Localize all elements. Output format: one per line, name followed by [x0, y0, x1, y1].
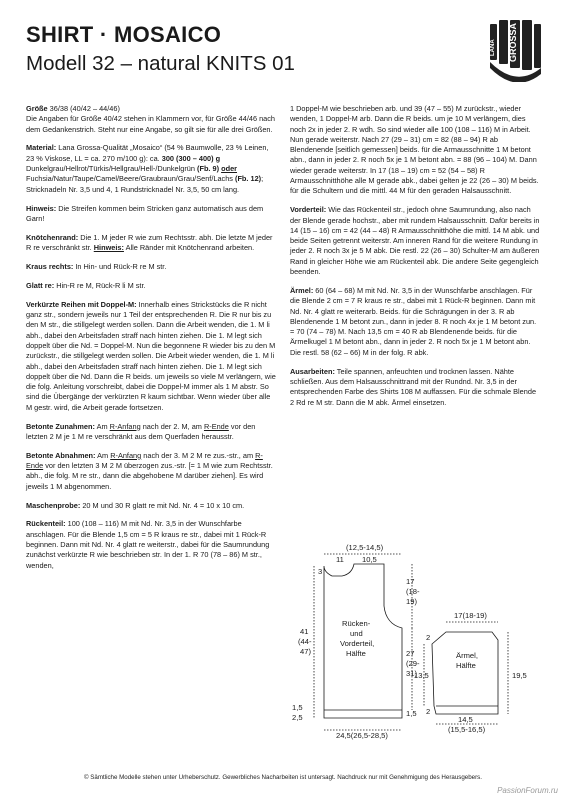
- section-hinweis: [26, 204, 276, 225]
- dim-top-width: (12,5-14,5): [346, 543, 384, 552]
- material-label: Material:: [26, 143, 57, 153]
- page-title: SHIRT · MOSAICO: [26, 22, 222, 47]
- dim-side-h2: (29-: [406, 659, 420, 668]
- page-subtitle: Modell 32 – natural KNITS 01: [26, 52, 295, 75]
- dim-bottom-width: 24,5(26,5-28,5): [336, 731, 388, 740]
- section-betonte-abnahmen: [26, 451, 276, 492]
- section-betonte-zunahmen: [26, 422, 276, 443]
- ruecken-text: 100 (108 – 116) M mit Nd. Nr. 3,5 in der Wunschfarbe anschlagen. Für die Blende 1,5 cm = 5 R kraus re str., dabei mit 1 Rück-R beginnen. Dann mit Nd. Nr. 4 glatt re weiterstr., dabei für die Saumrundung zunächst verkürzte R wie beschrieben str. In der 1. R 70 (78 – 86) M str., wenden,: [26, 519, 270, 570]
- section-kraus: [26, 262, 276, 272]
- maschenprobe-label: Maschenprobe:: [26, 500, 81, 510]
- dim-hem-l2: 2,5: [292, 713, 303, 722]
- abnahmen-text: Am: [95, 450, 111, 460]
- knoetchen-hinweis: Hinweis:: [93, 243, 124, 253]
- kraus-label: Kraus rechts:: [26, 261, 74, 271]
- dim-side-h3: 31): [406, 669, 417, 678]
- section-knoetchenrand: [26, 233, 276, 254]
- instructions-right-column: [290, 104, 542, 416]
- sleeve-label-2: Hälfte: [456, 661, 476, 670]
- dim-hem-r: 1,5: [406, 709, 417, 718]
- sleeve-outline: [432, 632, 498, 714]
- zunahmen-label: Betonte Zunahmen:: [26, 421, 95, 431]
- material-amount: 300 (300 – 400) g: [161, 153, 221, 163]
- section-maschenprobe: [26, 501, 276, 511]
- ausarbeiten-text: Teile spannen, anfeuchten und trocknen lassen. Nähte schließen. Aus dem Halsausschnittrand mit der Rundnd. Nr. 3,5 in der entsprechenden Farbe des Shirts 108 M auffassen. Für die schmale Blende 2 Rd re M str. Dann die M abk. Ärmel einsetzen.: [290, 366, 537, 407]
- ausarbeiten-label: Ausarbeiten:: [290, 366, 335, 376]
- svg-text:GROSSA: GROSSA: [508, 22, 518, 62]
- dim-shoulder: 11: [336, 555, 344, 564]
- svg-text:LANA: LANA: [490, 39, 496, 56]
- section-material: [26, 143, 276, 194]
- knoetchen-text: Die 1. M jeder R wie zum Rechtsstr. abh. Die letzte M jeder R re verschränkt str.: [26, 232, 273, 253]
- dim-neck: 10,5: [362, 555, 377, 564]
- lana-grossa-logo: [486, 18, 544, 82]
- body-label-3: Vorderteil,: [340, 639, 375, 648]
- kraus-text: In Hin- und Rück-R re M str.: [73, 261, 167, 271]
- groesse-text: Die Angaben für Größe 40/42 stehen in Klammern vor, für Größe 44/46 nach dem Gedankenstrich. Steht nur eine Angabe, so gilt sie für alle drei Größen.: [26, 114, 276, 134]
- section-glatt: [26, 281, 276, 291]
- knoetchen-text-2: Alle Ränder mit Knötchenrand arbeiten.: [123, 243, 255, 253]
- material-oder: oder: [221, 164, 238, 174]
- material-colors-12: Fuchsia/Natur/Taupe/Camel/Beere/Graubraun/Grau/Senf/Lachs: [26, 174, 235, 184]
- dim-armhole-h2: (18-: [406, 587, 420, 596]
- material-needles: ; Stricknadeln Nr. 3,5 und 4, 1 Rundstricknadel Nr. 3,5, 50 cm lang.: [26, 174, 264, 194]
- section-verkuerzte-reihen: [26, 300, 276, 413]
- dim-sleeve-h: 19,5: [512, 671, 527, 680]
- vorder-text: Wie das Rückenteil str., jedoch ohne Saumrundung, also nach der Blende gerade hochstr., aber mit rundem Halsausschnitt. Dafür bereits in 14 (15 – 16) cm = 42 (44 – 48) R Armausschnitthöhe die mittl. 14 M abk. und beide Seiten getrennt weiterstr. Am inneren Rand für die weitere Rundung in jeder 2. R noch 3x je 5 M abk. Die restl. 22 (26 – 30) Schulter-M am äußeren Rand in gleicher Höhe wie am Rückenteil abk. Die andere Seite gegengleich beenden.: [290, 205, 540, 277]
- dim-sleeve-bottom-2: (15,5-16,5): [448, 725, 486, 734]
- section-rueckenteil-cont: [290, 104, 542, 197]
- dim-total-h2: (44-: [298, 637, 312, 646]
- glatt-label: Glatt re:: [26, 280, 55, 290]
- section-ausarbeiten: [290, 367, 542, 408]
- sleeve-label-1: Ärmel,: [456, 651, 478, 660]
- abnahmen-text-2: nach der 3. M 2 M re zus.-str., am: [141, 450, 256, 460]
- groesse-sizes: 36/38 (40/42 – 44/46): [47, 104, 120, 113]
- glatt-text: Hin-R re M, Rück-R li M str.: [54, 280, 146, 290]
- zunahmen-r-ende: R-Ende: [203, 421, 229, 431]
- dim-armhole-h: 17: [406, 577, 415, 586]
- material-text: Lana Grossa-Qualität „Mosaico“ (54 % Baumwolle, 23 % Leinen, 23 % Viskose, LL = ca. 270 m/100 g): ca.: [26, 143, 269, 163]
- hinweis-text: Die Streifen kommen beim Stricken ganz automatisch aus dem Garn!: [26, 203, 264, 223]
- zunahmen-text-3: vor den letzten 2 M je 1 M re verschränkt aus dem Querfaden herausstr.: [26, 421, 256, 441]
- material-color-12: (Fb. 12): [235, 174, 262, 184]
- ruecken-text-cont: 1 Doppel-M wie beschrieben arb. und 39 (47 – 55) M zurückstr., wieder wenden, 1 Doppel-M arb. Dann die R beids. um je 10 M verlängern, dies noch 2x in jeder 2. R wdh. So sind wieder alle 100 (108 – 116) M in Arbeit. Nun gerade weiterstr. Nach 27 (29 – 31) cm = 82 (88 – 94) R ab Blendenende [seitlich gemessen] beids. für die Armausschnitte 1 M betont abn., dann in jeder 2. R noch 5x je 1 M betont abn. = 88 (96 – 104) M. Dann wieder gerade weiterstr. In 17 (18 – 19) cm = 52 (54 – 58) R Armausschnitthöhe alle M gerade abk., dabei gelten je 22 (26 – 30) M beids. für die Schultern und die mittl. 44 M für den geraden Halsausschnitt.: [290, 104, 539, 196]
- knoetchen-label: Knötchenrand:: [26, 232, 79, 242]
- zunahmen-text: Am: [94, 421, 110, 431]
- section-groesse: [26, 104, 276, 135]
- abnahmen-text-3: vor den letzten 3 M 2 M überzogen zus.-str. [= 1 M wie zum Rechtsstr. abh., die folg. M re str., dann die abgehobene M darüber ziehen]. Es wird jeweils 1 M abgenommen.: [26, 461, 273, 491]
- dim-total-h3: 47): [300, 647, 311, 656]
- material-colors-9: Dunkelgrau/Hellrot/Türkis/Hellgrau/Hell-/Dunkelgrün: [26, 164, 198, 174]
- groesse-label: Größe: [26, 104, 48, 113]
- dim-armhole-h3: 19): [406, 597, 417, 606]
- verkuerzt-label: Verkürzte Reihen mit Doppel-M:: [26, 299, 137, 309]
- dim-sleeve-bottom: 14,5: [458, 715, 473, 724]
- aermel-label: Ärmel:: [290, 285, 314, 295]
- material-color-9: (Fb. 9): [197, 164, 220, 174]
- aermel-text: 60 (64 – 68) M mit Nd. Nr. 3,5 in der Wunschfarbe anschlagen. Für die Blende 2 cm = 7 R kraus re str., dabei mit 1 Rück-R beginnen. Dann mit Nd. Nr. 4 glatt re weiterarb. Beids. für die Schrägungen in der 3. R ab Blendenende 1 M betont zun., dann in jeder 8. R noch 4x je 1 M betont zun. = 70 (74 – 78) M. Nach 13,5 cm = 40 R ab Blendenende beids. für die Ärmelkugel 1 M betont abn., dann in jeder 2. R noch 5x je 1 M betont abn. Die restl. 58 (62 – 66) M in der folg. R abk.: [290, 285, 537, 357]
- dim-hem-l: 1,5: [292, 703, 303, 712]
- vorder-label: Vorderteil:: [290, 205, 327, 215]
- watermark: PassionForum.ru: [497, 786, 558, 795]
- dim-total-h: 41: [300, 627, 309, 636]
- abnahmen-r-ende: R-Ende: [26, 450, 263, 471]
- copyright-footer: © Sämtliche Modelle stehen unter Urheberschutz. Gewerbliches Nacharbeiten ist untersagt. Nachdruck nur mit Genehmigung des Herausgebers.: [83, 774, 482, 781]
- hinweis-label: Hinweis:: [26, 203, 57, 213]
- dim-sleeve-cap: 2: [426, 633, 431, 642]
- instructions-left-column: [26, 104, 276, 580]
- body-label-4: Hälfte: [346, 649, 366, 658]
- dim-sleeve-side: 13,5: [414, 671, 429, 680]
- maschenprobe-text: 20 M und 30 R glatt re mit Nd. Nr. 4 = 10 x 10 cm.: [80, 500, 245, 510]
- section-aermel: [290, 286, 542, 358]
- body-label-2: und: [350, 629, 363, 638]
- dim-neck-drop: 3: [318, 567, 323, 576]
- abnahmen-r-anfang: R-Anfang: [110, 450, 142, 460]
- dim-sleeve-cuff: 2: [426, 707, 431, 716]
- zunahmen-text-2: nach der 2. M, am: [140, 421, 204, 431]
- body-label-1: Rücken-: [342, 619, 371, 628]
- dim-side-h: 27: [406, 649, 415, 658]
- abnahmen-label: Betonte Abnahmen:: [26, 450, 96, 460]
- schematic-diagram: [290, 540, 546, 740]
- section-vorderteil: [290, 205, 542, 277]
- verkuerzt-text: Innerhalb eines Strickstücks die R nicht ganz str., sondern jeweils nur 1 Teil der entsprechenden R. Die R nur bis zu den M str., die stillgelegt werden sollen. Dann die Arbeit wenden, die 1. M li abh., dabei den Arbeitsfaden straff nach hinten ziehen. Die 1. M legt sich doppelt über die Nd. = Doppel-M. Nun die begonnene R wieder bis zu den M zurückstr., die stillgelegt werden sollen. Die Arbeit wieder wenden, die 1. M li abh., dabei den Arbeitsfaden straff nach hinten ziehen. Die 1. M legt sich doppelt über die Nd. Dann die R beids. um jeweils so viele M verlängern, wie die folg. Anleitung vorschreibt, dabei die Doppel-M immer als 1 M abstr. So sind die Übergänge der verkürzten R kaum sichtbar. Wenn wieder über alle M gestr. wird, die Arbeit gerade fortsetzen.: [26, 299, 276, 412]
- section-rueckenteil: [26, 519, 276, 570]
- zunahmen-r-anfang: R-Anfang: [109, 421, 141, 431]
- ruecken-label: Rückenteil:: [26, 519, 66, 529]
- dim-sleeve-top: 17(18-19): [454, 611, 487, 620]
